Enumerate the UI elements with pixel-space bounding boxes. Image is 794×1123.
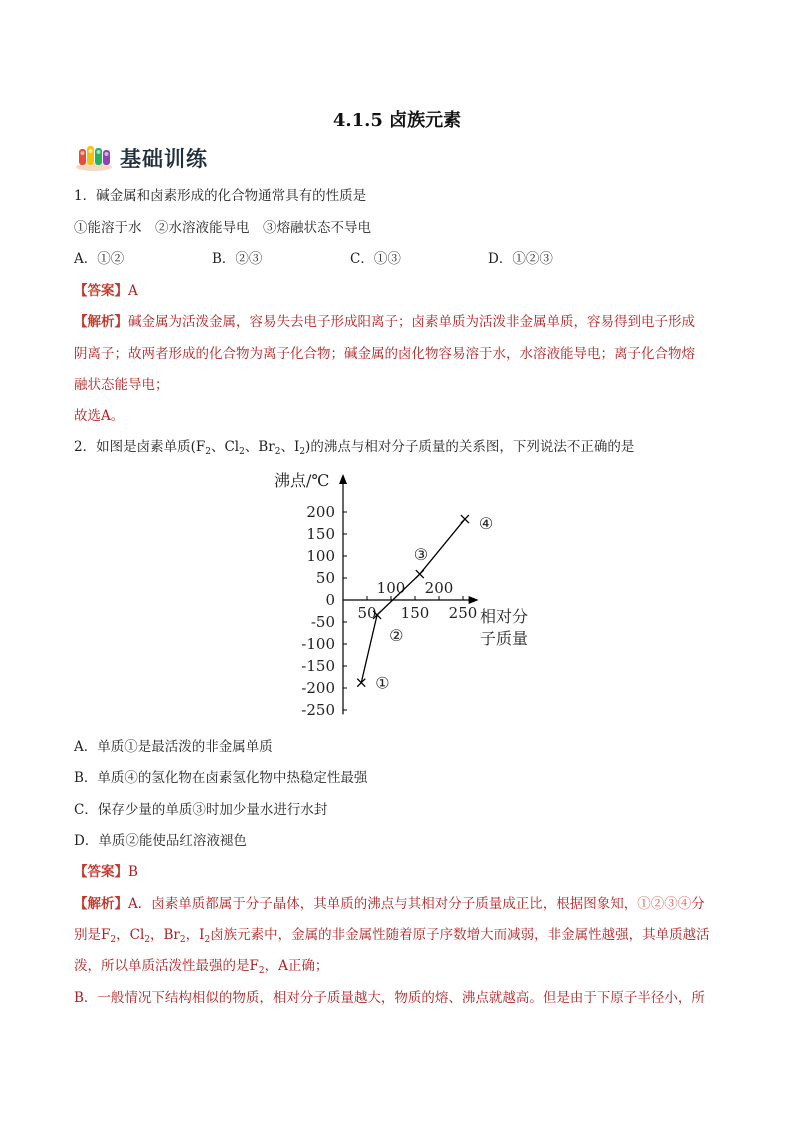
y-tick-label: 50 (315, 569, 335, 587)
data-point-label: ① (375, 673, 390, 693)
q1-option-b: B．②③ (212, 251, 263, 267)
q2-stem-part: 、Br (244, 439, 275, 455)
subscript: 2 (144, 935, 150, 945)
q1-answer (74, 281, 138, 301)
y-tick-label: -250 (301, 701, 335, 719)
y-tick-label: 150 (306, 525, 335, 543)
analysis-text: ，Cl (116, 927, 145, 943)
q2-analysis-line (74, 894, 705, 914)
y-tick-label: -150 (301, 657, 335, 675)
q2-analysis-line (74, 956, 328, 976)
q1-analysis-line: 阴离子；故两者形成的化合物为离子化合物；碱金属的卤化物容易溶于水，水溶液能导电；离子化合物熔 (74, 346, 695, 362)
x-axis-label: 相对分 (480, 607, 529, 626)
x-tick-label: 100 (376, 579, 406, 597)
y-tick-label: 0 (325, 591, 335, 609)
q2-stem-part: 2．如图是卤素单质(F (74, 439, 206, 455)
data-point-label: ③ (413, 545, 429, 565)
q1-analysis-line: 故选A。 (74, 408, 125, 424)
q2-stem-part: 、Cl (210, 439, 240, 455)
x-tick-label: 50 (357, 604, 377, 622)
subscript: 2 (258, 966, 265, 976)
subscript: 2 (205, 447, 211, 457)
x-axis-label: 子质量 (480, 629, 529, 648)
boiling-point-chart (266, 462, 556, 727)
answer-value: B (128, 864, 138, 880)
q2-option-d: D．单质②能使品红溶液褪色 (74, 833, 247, 849)
q1-option-a: A．①② (74, 251, 125, 267)
section-header (74, 142, 208, 174)
subscript: 2 (110, 935, 117, 945)
analysis-text: 分 (691, 896, 705, 912)
analysis-tag: 【解析】 (74, 314, 128, 330)
analysis-text: A．卤素单质都属于分子晶体，其单质的沸点与其相对分子质量成正比，根据图象知， (128, 896, 638, 912)
answer-value: A (128, 283, 138, 299)
q2-stem-part: 、I (280, 439, 300, 455)
y-tick-label: -50 (310, 613, 335, 631)
q1-analysis-line (74, 312, 695, 332)
q2-option-a: A．单质①是最活泼的非金属单质 (74, 739, 273, 755)
x-tick-label: 150 (400, 604, 430, 622)
q2-stem (74, 437, 634, 457)
subscript: 2 (204, 935, 211, 945)
page-title: 4.1.5 卤族元素 (332, 110, 462, 131)
analysis-text: 泼，所以单质活泼性最强的是F (74, 958, 259, 974)
q1-analysis-line: 融状态能导电； (74, 377, 169, 393)
analysis-text: 卤族元素中，金属的非金属性随着原子序数增大而减弱，非金属性越强，其单质越活 (210, 927, 710, 943)
y-tick-label: -100 (301, 635, 335, 653)
q2-stem-part: )的沸点与相对分子质量的关系图，下列说法不正确的是 (305, 439, 635, 455)
q2-option-b: B．单质④的氢化物在卤素氢化物中热稳定性最强 (74, 770, 368, 786)
subscript: 2 (299, 447, 306, 457)
data-point-marker (416, 570, 424, 578)
data-series-line (361, 519, 465, 683)
q1-option-c: C．①③ (350, 251, 401, 267)
data-point-label: ② (389, 625, 404, 645)
analysis-text: ，I (185, 927, 205, 943)
x-tick-label: 200 (424, 579, 454, 597)
subscript: 2 (274, 447, 281, 457)
analysis-highlight: ①②③④ (637, 896, 692, 912)
y-tick-label: -200 (301, 679, 335, 697)
answer-tag: 【答案】 (74, 283, 128, 299)
y-tick-label: 200 (306, 503, 335, 521)
q1-stem: 1．碱金属和卤素形成的化合物通常具有的性质是 (74, 188, 367, 204)
colorful-pencils-icon (74, 143, 114, 173)
analysis-text: ，Br (150, 927, 180, 943)
y-axis-arrow (339, 474, 347, 484)
subscript: 2 (179, 935, 186, 945)
analysis-text: 碱金属为活泼金属，容易失去电子形成阳离子；卤素单质为活泼非金属单质，容易得到电子形成 (128, 314, 695, 330)
q1-options (74, 249, 553, 269)
analysis-text: 别是F (74, 927, 111, 943)
x-tick-label: 250 (448, 604, 478, 622)
y-tick-label: 100 (306, 547, 335, 565)
answer-tag: 【答案】 (74, 864, 128, 880)
x-axis-arrow (469, 596, 479, 604)
analysis-text: ，A正确； (264, 958, 329, 974)
analysis-tag: 【解析】 (74, 896, 128, 912)
q1-option-d: D．①②③ (488, 251, 553, 267)
data-point-label: ④ (478, 514, 494, 534)
data-point-marker (461, 515, 469, 523)
q2-option-c: C．保存少量的单质③时加少量水进行水封 (74, 802, 328, 818)
q2-analysis-line (74, 925, 710, 945)
q2-answer (74, 862, 138, 882)
section-label: 基础训练 (120, 147, 208, 171)
q1-statements: ①能溶于水 ②水溶液能导电 ③熔融状态不导电 (74, 220, 371, 236)
y-axis-label: 沸点/℃ (274, 471, 330, 490)
q2-analysis-line: B．一般情况下结构相似的物质，相对分子质量越大，物质的熔、沸点就越高。但是由于下原子半径小，所 (74, 990, 705, 1006)
subscript: 2 (239, 447, 245, 457)
